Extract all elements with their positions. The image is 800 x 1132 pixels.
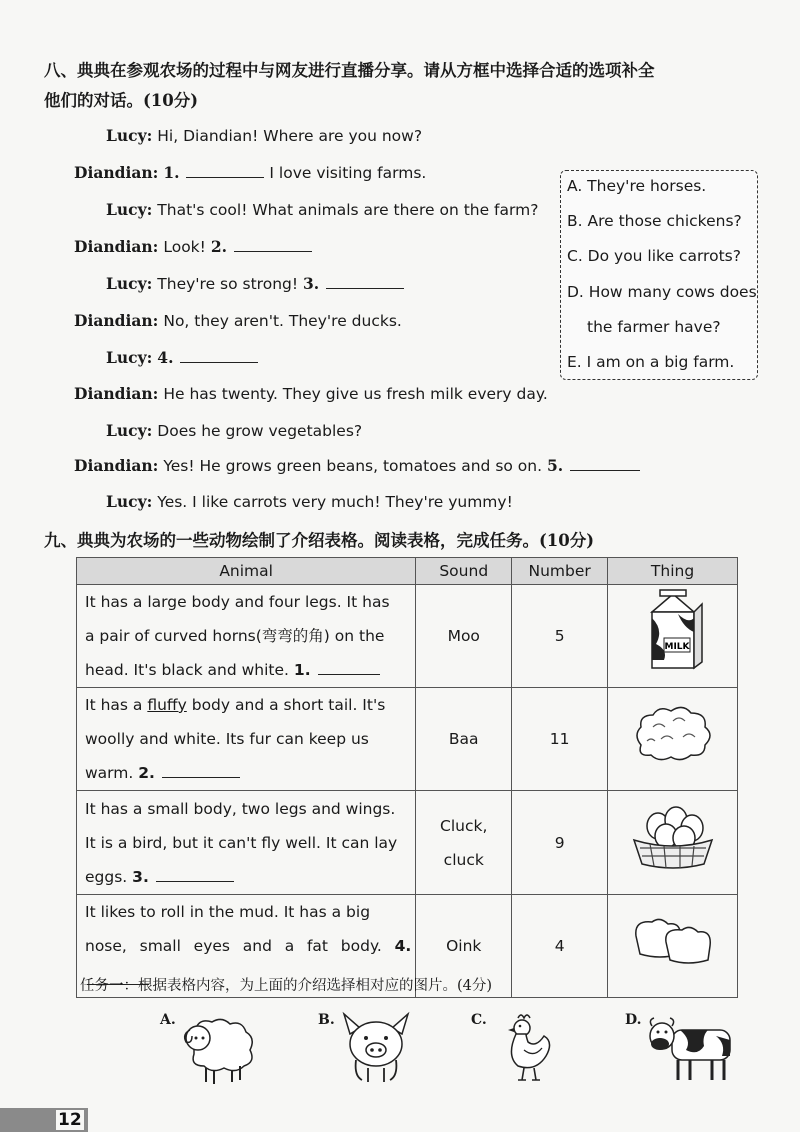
animal-description: It likes to roll in the mud. It has a big nose, small eyes and a fat body. 4.	[77, 895, 416, 998]
sheep-icon[interactable]	[176, 1014, 262, 1086]
svg-text:MILK: MILK	[664, 642, 690, 652]
thing-cell	[608, 895, 738, 998]
dialogue-line-10: Diandian: Yes! He grows green beans, tomatoes and so on. 5.	[74, 456, 640, 475]
sound-cell: Baa	[416, 688, 512, 791]
header-thing: Thing	[608, 558, 738, 585]
header-animal: Animal	[77, 558, 416, 585]
thing-cell	[608, 791, 738, 895]
dialogue-line-2: Diandian: 1. I love visiting farms.	[74, 163, 427, 182]
dialogue-line-3: Lucy: That's cool! What animals are there on the farm?	[106, 200, 539, 219]
option-c: C. Do you like carrots?	[567, 247, 741, 265]
dialogue-line-1: Lucy: Hi, Diandian! Where are you now?	[106, 126, 423, 145]
answer-blank-1[interactable]	[186, 163, 264, 178]
number-cell: 9	[512, 791, 608, 895]
dialogue-line-6: Diandian: No, they aren't. They're ducks.	[74, 311, 402, 330]
sound-cell: Moo	[416, 585, 512, 688]
animal-info-table	[76, 557, 738, 998]
answer-blank-4[interactable]	[180, 348, 258, 363]
table-header-row	[77, 558, 738, 585]
answer-blank-5[interactable]	[570, 456, 640, 471]
cow-icon[interactable]	[646, 1016, 736, 1084]
table-blank-3[interactable]	[156, 867, 234, 882]
option-d: D. How many cows does	[567, 283, 757, 301]
table-blank-1[interactable]	[318, 660, 380, 675]
dialogue-line-11: Lucy: Yes. I like carrots very much! They're yummy!	[106, 492, 513, 511]
number-cell: 4	[512, 895, 608, 998]
section-9-title: 九、典典为农场的一些动物绘制了介绍表格。阅读表格，完成任务。(10分)	[44, 531, 595, 550]
milk-carton-icon	[638, 588, 708, 672]
table-row	[77, 585, 738, 688]
thing-cell	[608, 688, 738, 791]
sound-cell: Oink	[416, 895, 512, 998]
choice-a-label: A.	[160, 1012, 176, 1028]
page-number: 12	[58, 1110, 82, 1130]
option-e: E. I am on a big farm.	[567, 353, 735, 371]
dialogue-line-7: Lucy: 4.	[106, 348, 258, 367]
number-cell: 5	[512, 585, 608, 688]
dialogue-line-4: Diandian: Look! 2.	[74, 237, 312, 256]
answer-blank-3[interactable]	[326, 274, 404, 289]
section-8-title-line1: 八、典典在参观农场的过程中与网友进行直播分享。请从方框中选择合适的选项补全	[44, 61, 655, 80]
answer-blank-2[interactable]	[234, 237, 312, 252]
section-8-title	[44, 56, 655, 116]
eggs-basket-icon	[630, 804, 716, 870]
dialogue-line-5: Lucy: They're so strong! 3.	[106, 274, 404, 293]
dialogue-line-8: Diandian: He has twenty. They give us fresh milk every day.	[74, 384, 548, 403]
animal-description: It has a fluffy body and a short tail. It's woolly and white. Its fur can keep us warm. 2.	[77, 688, 416, 791]
chicken-icon[interactable]	[496, 1012, 556, 1084]
header-sound: Sound	[416, 558, 512, 585]
choice-c-label: C.	[471, 1012, 487, 1028]
dialogue-line-9: Lucy: Does he grow vegetables?	[106, 421, 431, 440]
thing-cell	[608, 585, 738, 688]
number-cell: 11	[512, 688, 608, 791]
choice-b-label: B.	[318, 1012, 335, 1028]
animal-description: It has a small body, two legs and wings. It is a bird, but it can't fly well. It can lay eggs. 3.	[77, 791, 416, 895]
section-8-title-line2: 他们的对话。(10分)	[44, 91, 199, 110]
table-row	[77, 791, 738, 895]
animal-description: It has a large body and four legs. It has a pair of curved horns(弯弯的角) on the head. It's black and white. 1.	[77, 585, 416, 688]
bread-icon	[630, 914, 716, 966]
task-1-instruction: 任务一：根据表格内容，为上面的介绍选择相对应的图片。(4分)	[80, 978, 493, 994]
table-blank-2[interactable]	[162, 763, 240, 778]
answer-blank-extra	[369, 422, 431, 436]
wool-icon	[631, 703, 715, 763]
option-a: A. They're horses.	[567, 177, 707, 195]
options-box	[560, 170, 758, 380]
option-b: B. Are those chickens?	[567, 212, 742, 230]
choice-d-label: D.	[625, 1012, 642, 1028]
table-row	[77, 688, 738, 791]
pig-icon[interactable]	[334, 1010, 418, 1086]
page-number-bar	[0, 1108, 88, 1132]
option-d-continued: the farmer have?	[587, 318, 721, 336]
header-number: Number	[512, 558, 608, 585]
sound-cell: Cluck, cluck	[416, 791, 512, 895]
